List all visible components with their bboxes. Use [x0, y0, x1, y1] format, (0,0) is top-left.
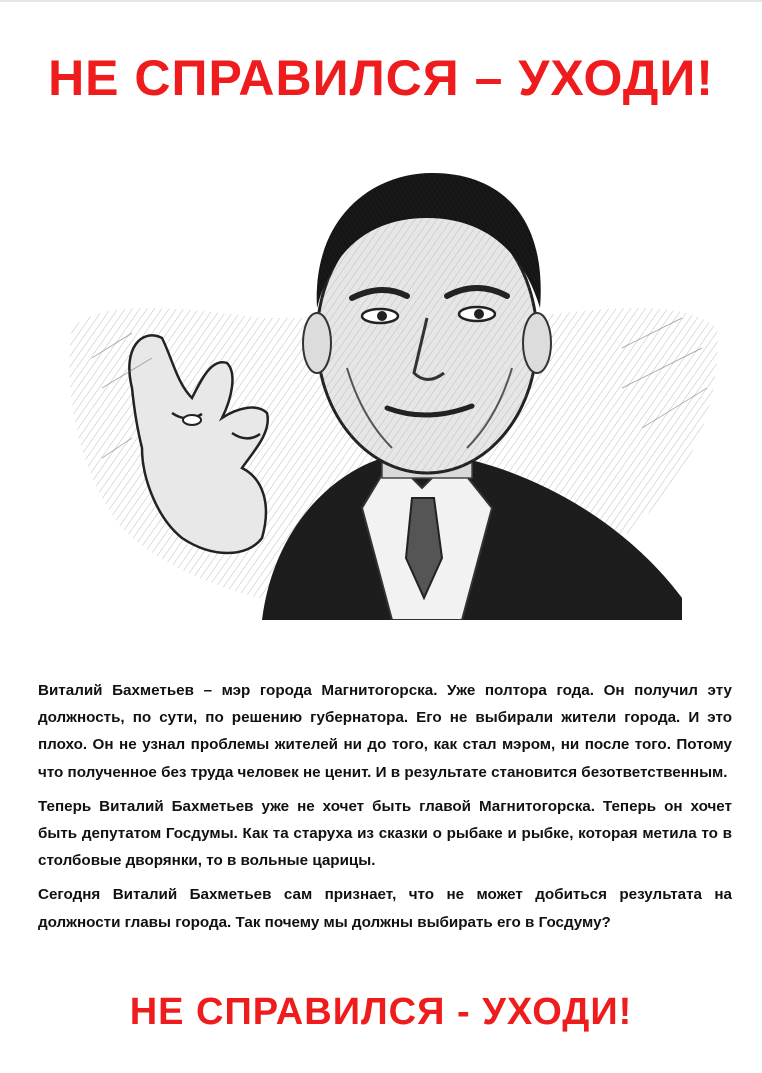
- headline-top: НЕ СПРАВИЛСЯ – УХОДИ!: [48, 50, 714, 106]
- article-paragraph-2: Теперь Виталий Бахметьев уже не хочет быть главой Магнитогорска. Теперь он хочет быть депутатом Госдумы. Как та старуха из сказки о рыбаке и рыбке, которая метила то в столбовые дворянки, то в вольные царицы.: [38, 797, 732, 870]
- article-paragraph-1: Виталий Бахметьев – мэр города Магнитогорска. Уже полтора года. Он получил эту должность, по сути, по решению губернатора. Его не выбирали жители города. И это плохо. Он не узнал проблемы жителей ни до того, как стал мэром, ни после того. Потому что полученное без труда человек не ценит. И в результате становится безответственным.: [38, 682, 732, 781]
- portrait-sketch-image: [62, 158, 722, 620]
- article-text: [38, 677, 732, 943]
- headline-bottom: НЕ СПРАВИЛСЯ - УХОДИ!: [129, 991, 633, 1033]
- article-paragraph-3: Сегодня Виталий Бахметьев сам признает, что не может добиться результата на должности главы города. Так почему мы должны выбирать его в Госдуму?: [38, 886, 732, 931]
- top-border: [0, 0, 762, 2]
